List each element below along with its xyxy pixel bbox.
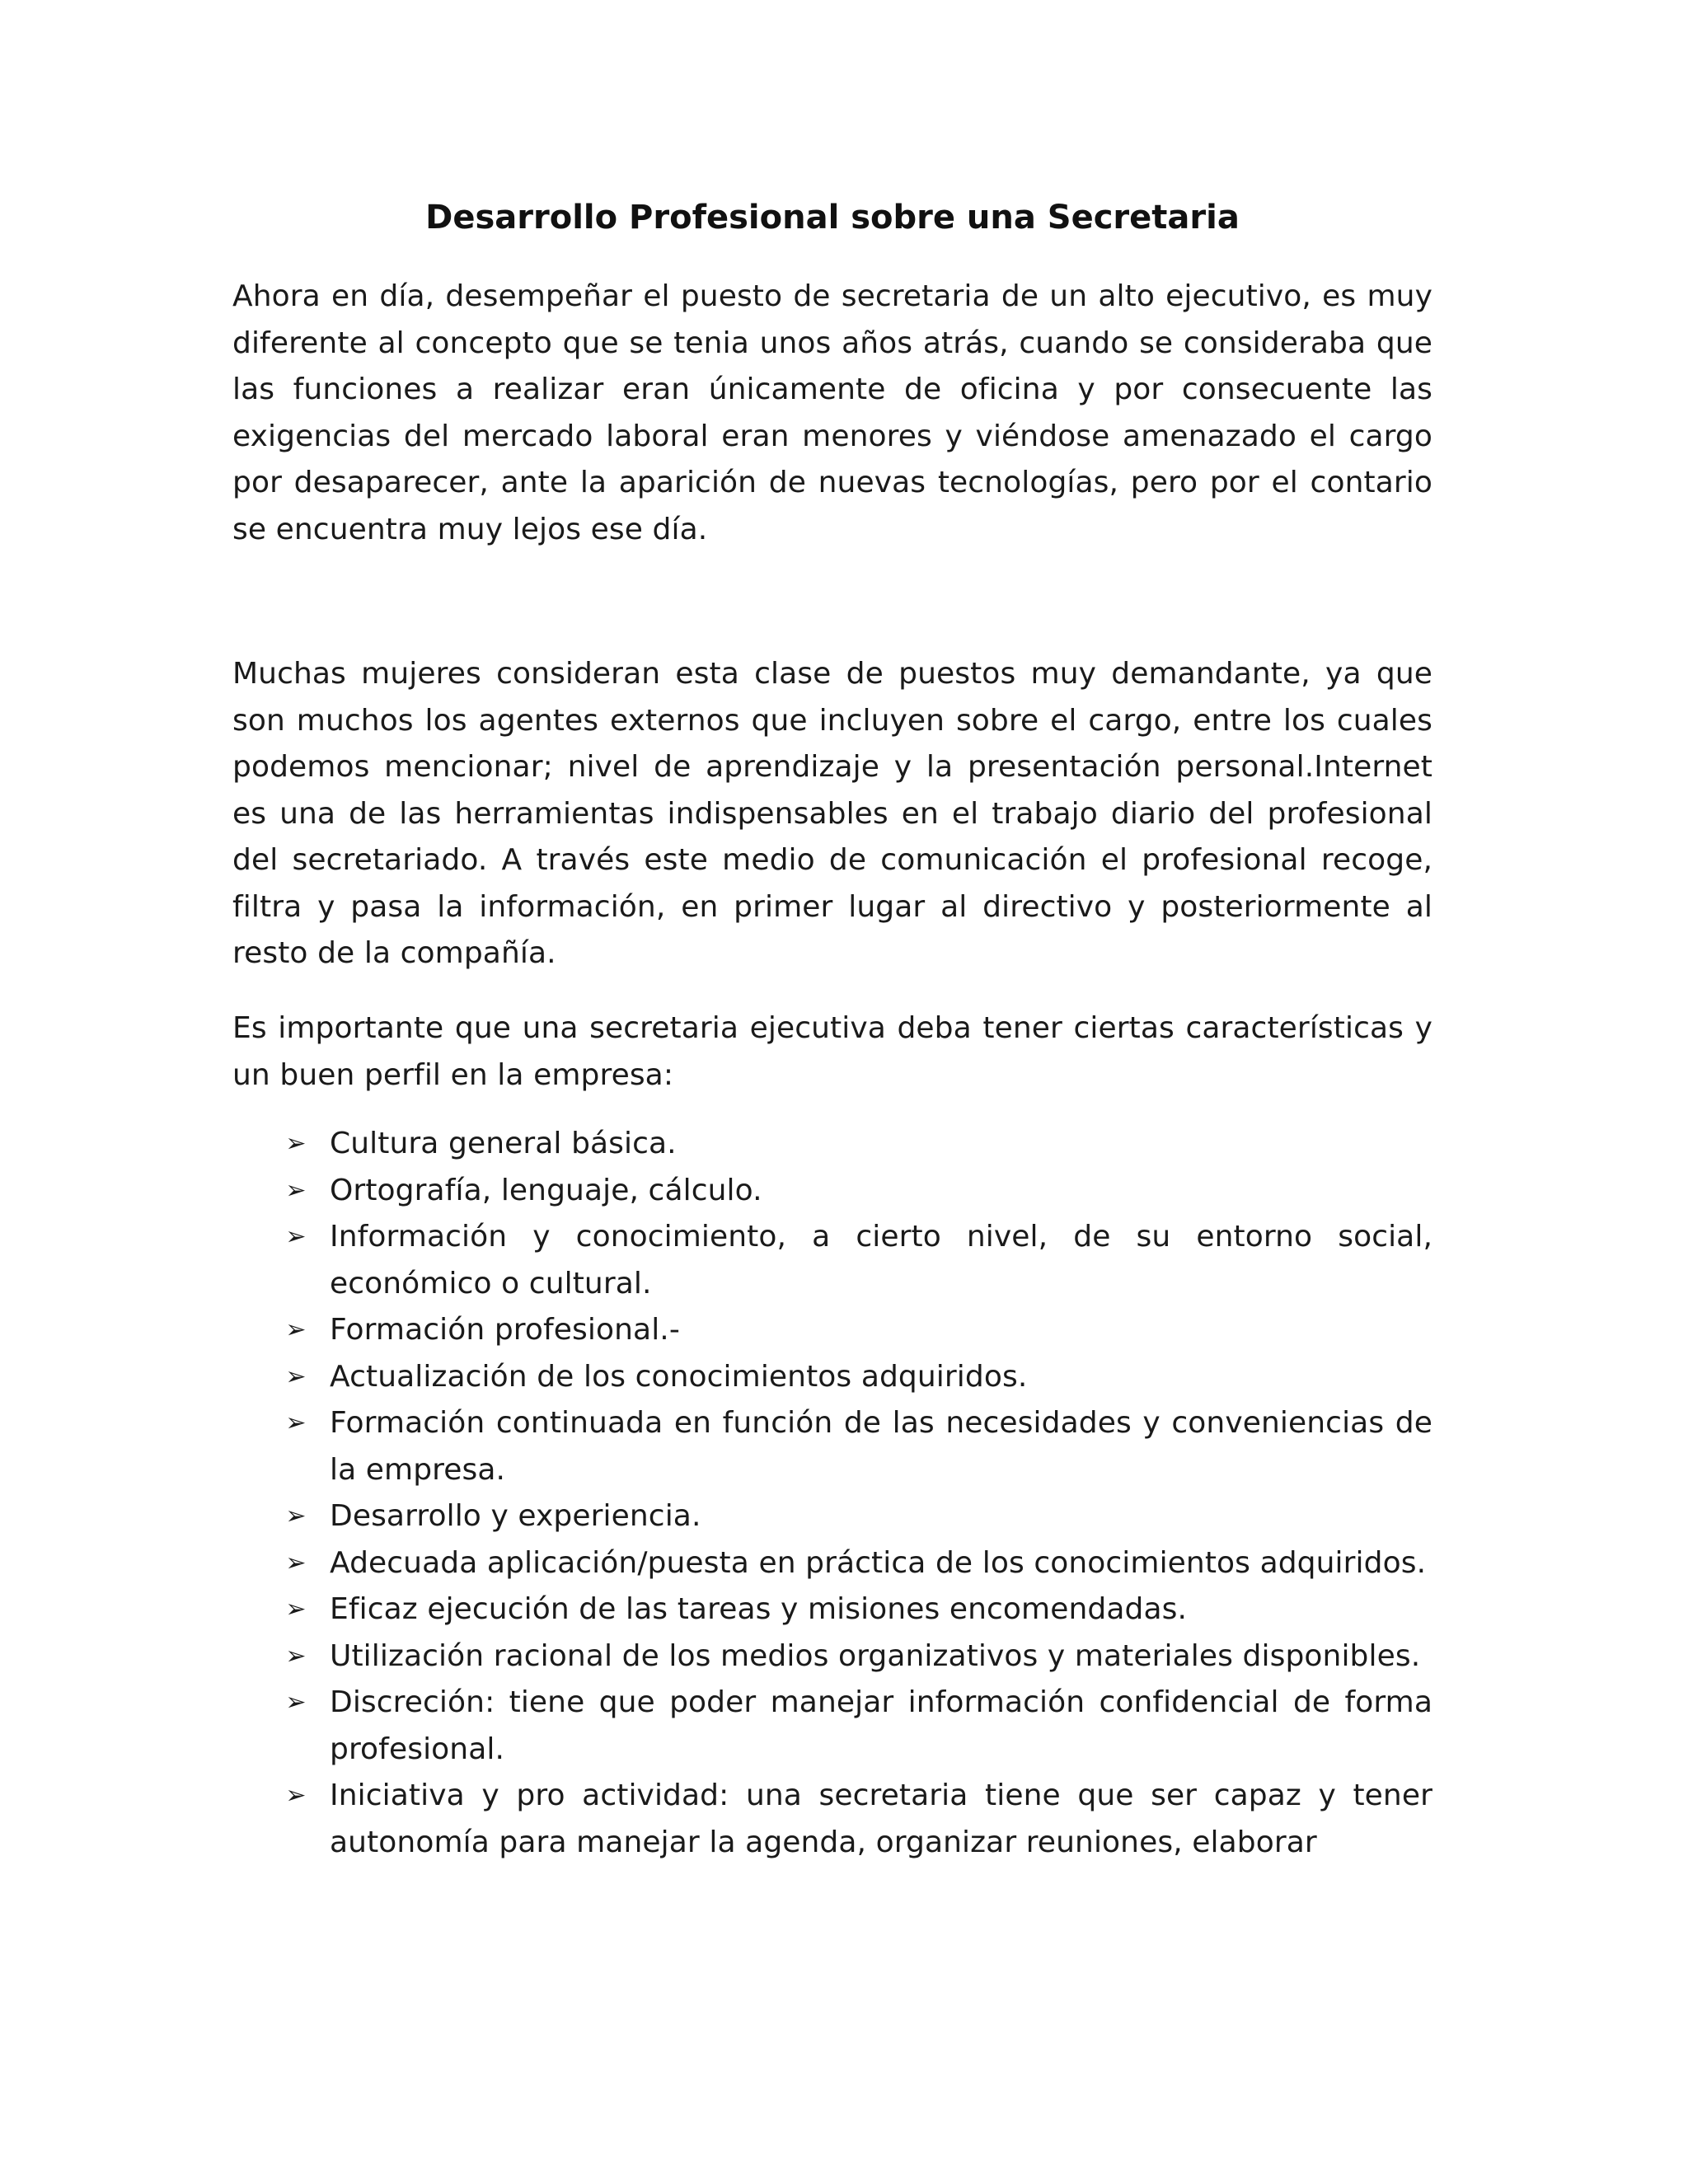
arrowhead-bullet-icon: ➢ [285, 1129, 307, 1158]
paragraph-intro: Ahora en día, desempeñar el puesto de secretaria de un alto ejecutivo, es muy diferente al concepto que se tenia unos años atrás, cuando se consideraba que las funciones a realizar eran únicamente de oficina y por consecuente las exigencias del mercado laboral eran menores y viéndose amenazado el cargo por desaparecer, ante la aparición de nuevas tecnologías, pero por el contario se encuentra muy lejos ese día. [232, 279, 1432, 546]
document-title: Desarrollo Profesional sobre una Secretaria [425, 199, 1240, 237]
list-item-text: Iniciativa y pro actividad: una secretaria tiene que ser capaz y tener autonomía para manejar la agenda, organizar reuniones, elaborar [330, 1779, 1432, 1859]
arrowhead-bullet-icon: ➢ [285, 1315, 307, 1344]
arrowhead-bullet-icon: ➢ [285, 1175, 307, 1205]
list-item [232, 1307, 1432, 1354]
arrowhead-bullet-icon: ➢ [285, 1502, 307, 1530]
list-item [232, 1633, 1432, 1680]
list-item-text: Actualización de los conocimientos adquiridos. [330, 1359, 1028, 1394]
paragraph-characteristics-intro: Es importante que una secretaria ejecutiva deba tener ciertas características y un buen perfil en la empresa: [232, 1011, 1432, 1092]
list-item-text: Discreción: tiene que poder manejar información confidencial de forma profesional. [330, 1685, 1432, 1766]
list-item-text: Formación continuada en función de las necesidades y conveniencias de la empresa. [330, 1406, 1432, 1487]
list-item-text: Adecuada aplicación/puesta en práctica de los conocimientos adquiridos. [330, 1545, 1427, 1580]
arrowhead-bullet-icon: ➢ [285, 1781, 307, 1810]
list-item-text: Desarrollo y experiencia. [330, 1499, 701, 1533]
list-item [232, 1540, 1432, 1587]
list-item-text: Ortografía, lenguaje, cálculo. [330, 1173, 762, 1207]
arrowhead-bullet-icon: ➢ [285, 1548, 307, 1577]
list-item-text: Eficaz ejecución de las tareas y misiones encomendadas. [330, 1592, 1188, 1626]
arrowhead-bullet-icon: ➢ [285, 1688, 307, 1717]
list-item [232, 1400, 1432, 1493]
list-item-text: Cultura general básica. [330, 1127, 677, 1160]
list-item [232, 1680, 1432, 1773]
paragraph-demand: Muchas mujeres consideran esta clase de puestos muy demandante, ya que son muchos los agentes externos que incluyen sobre el cargo, entre los cuales podemos mencionar; nivel de aprendizaje y la presentación personal.Internet es una de las herramientas indispensables en el trabajo diario del profesional del secretariado. A través este medio de comunicación el profesional recoge, filtra y pasa la información, en primer lugar al directivo y posteriormente al resto de la compañía. [232, 657, 1432, 970]
list-item [232, 1168, 1432, 1215]
list-item-text: Información y conocimiento, a cierto nivel, de su entorno social, económico o cultural. [330, 1220, 1432, 1301]
arrowhead-bullet-icon: ➢ [285, 1408, 307, 1437]
list-item [232, 1354, 1432, 1401]
list-item-text: Formación profesional.- [330, 1313, 680, 1347]
arrowhead-bullet-icon: ➢ [285, 1361, 307, 1391]
list-item-text: Utilización racional de los medios organizativos y materiales disponibles. [330, 1638, 1421, 1673]
list-item [232, 1773, 1432, 1866]
arrowhead-bullet-icon: ➢ [285, 1222, 307, 1251]
list-item [232, 1586, 1432, 1633]
arrowhead-bullet-icon: ➢ [285, 1641, 307, 1671]
characteristics-list [232, 1121, 1432, 1866]
arrowhead-bullet-icon: ➢ [285, 1595, 307, 1624]
list-item [232, 1214, 1432, 1307]
list-item [232, 1493, 1432, 1540]
list-item [232, 1121, 1432, 1168]
